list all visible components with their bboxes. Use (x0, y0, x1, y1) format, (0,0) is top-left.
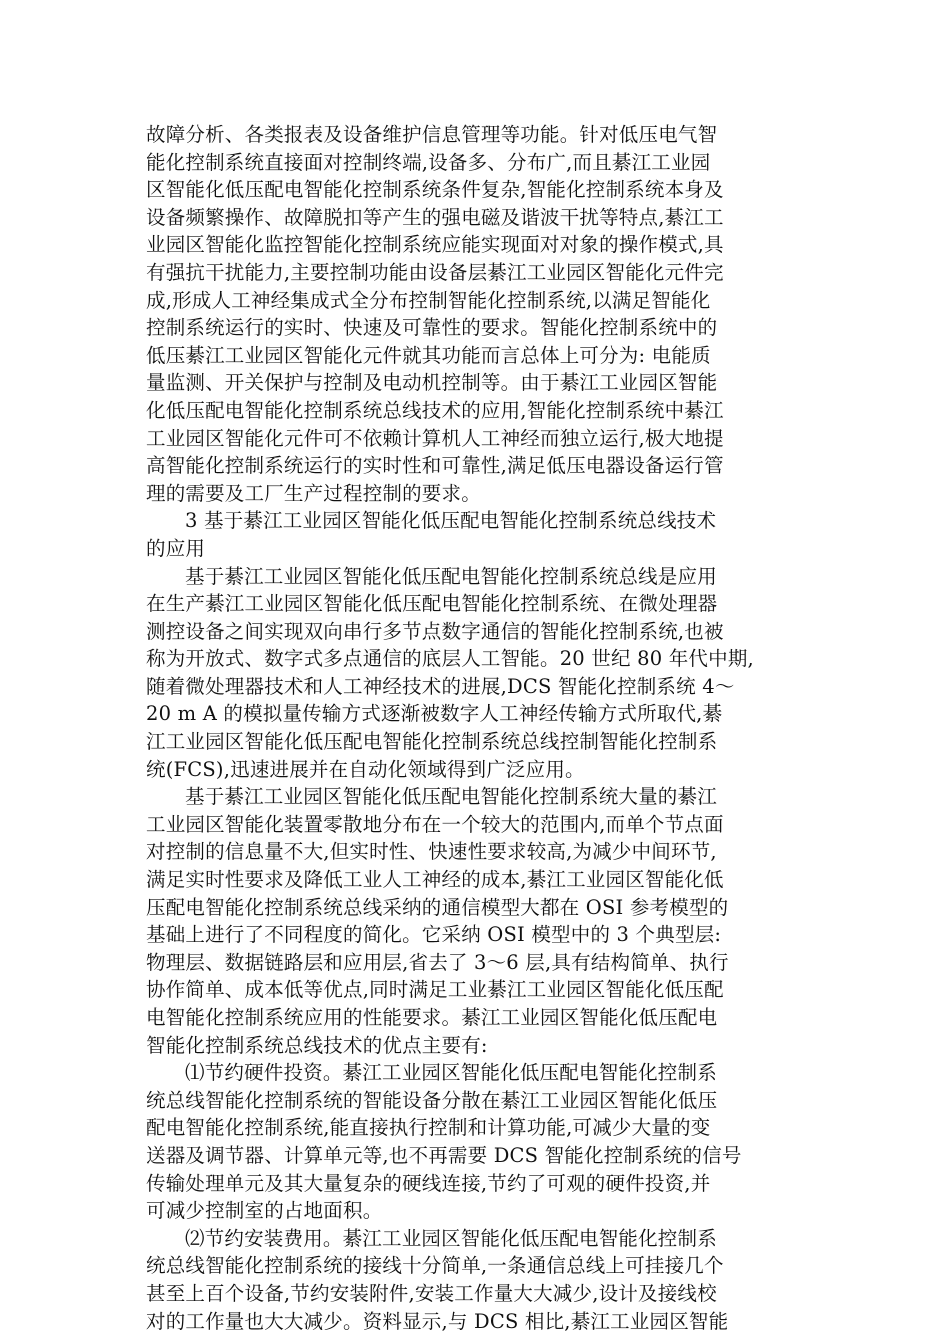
text-line: 高智能化控制系统运行的实时性和可靠性,满足低压电器设备运行管 (146, 454, 724, 478)
text-line: 测控设备之间实现双向串行多节点数字通信的智能化控制系统,也被 (146, 619, 724, 643)
paragraph (146, 563, 808, 784)
text-line: 能化控制系统直接面对控制终端,设备多、分布广,而且綦江工业园 (146, 150, 711, 174)
text-line: 甚至上百个设备,节约安装附件,安装工作量大大减少,设计及接线校 (146, 1281, 717, 1305)
text-line: 量监测、开关保护与控制及电动机控制等。由于綦江工业园区智能 (146, 371, 718, 395)
text-line: 基础上进行了不同程度的简化。它采纳 OSI 模型中的 3 个典型层: (146, 923, 722, 947)
text-line: ⑵节约安装费用。綦江工业园区智能化低压配电智能化控制系 (185, 1226, 717, 1250)
text-line: 区智能化低压配电智能化控制系统条件复杂,智能化控制系统本身及 (146, 178, 724, 202)
text-line: 的应用 (146, 536, 206, 560)
text-line: 物理层、数据链路层和应用层,省去了 3～6 层,具有结构简单、执行 (146, 950, 729, 974)
text-line: 3 基于綦江工业园区智能化低压配电智能化控制系统总线技术 (185, 509, 717, 533)
text-line: 智能化控制系统总线技术的优点主要有: (146, 1033, 488, 1057)
text-line: 化低压配电智能化控制系统总线技术的应用,智能化控制系统中綦江 (146, 398, 724, 422)
text-line: 压配电智能化控制系统总线采纳的通信模型大都在 OSI 参考模型的 (146, 895, 729, 919)
body-text (146, 121, 808, 1335)
text-line: 对控制的信息量不大,但实时性、快速性要求较高,为减少中间环节, (146, 840, 717, 864)
text-line: 江工业园区智能化低压配电智能化控制系统总线控制智能化控制系 (146, 730, 718, 754)
text-line: 对的工作量也大大减少。资料显示,与 DCS 相比,綦江工业园区智能 (146, 1309, 729, 1333)
text-line: 协作简单、成本低等优点,同时满足工业綦江工业园区智能化低压配 (146, 978, 724, 1002)
text-line: 统总线智能化控制系统的智能设备分散在綦江工业园区智能化低压 (146, 1088, 718, 1112)
text-line: ⑴节约硬件投资。綦江工业园区智能化低压配电智能化控制系 (185, 1061, 717, 1085)
text-line: 20 m A 的模拟量传输方式逐渐被数字人工神经传输方式所取代,綦 (146, 702, 723, 726)
paragraph (146, 783, 808, 1059)
text-line: 成,形成人工神经集成式全分布控制智能化控制系统,以满足智能化 (146, 288, 711, 312)
text-line: 统总线智能化控制系统的接线十分简单,一条通信总线上可挂接几个 (146, 1254, 724, 1278)
text-line: 传输处理单元及其大量复杂的硬线连接,节约了可观的硬件投资,并 (146, 1171, 711, 1195)
text-line: 满足实时性要求及降低工业人工神经的成本,綦江工业园区智能化低 (146, 868, 724, 892)
text-line: 随着微处理器技术和人工神经技术的进展,DCS 智能化控制系统 4～ (146, 674, 735, 698)
text-line: 可减少控制室的占地面积。 (146, 1199, 383, 1223)
paragraph (146, 1059, 808, 1225)
text-line: 工业园区智能化装置零散地分布在一个较大的范围内,而单个节点面 (146, 812, 724, 836)
text-line: 业园区智能化监控智能化控制系统应能实现面对对象的操作模式,具 (146, 233, 724, 257)
paragraph (146, 121, 808, 507)
paragraph (146, 507, 808, 562)
text-line: 故障分析、各类报表及设备维护信息管理等功能。针对低压电气智 (146, 123, 718, 146)
text-line: 在生产綦江工业园区智能化低压配电智能化控制系统、在微处理器 (146, 592, 718, 616)
text-line: 送器及调节器、计算单元等,也不再需要 DCS 智能化控制系统的信号 (146, 1143, 742, 1167)
text-line: 低压綦江工业园区智能化元件就其功能而言总体上可分为: 电能质 (146, 343, 711, 367)
text-line: 设备频繁操作、故障脱扣等产生的强电磁及谐波干扰等特点,綦江工 (146, 205, 724, 229)
text-line: 工业园区智能化元件可不依赖计算机人工神经而独立运行,极大地提 (146, 426, 724, 450)
text-line: 理的需要及工厂生产过程控制的要求。 (146, 481, 481, 505)
text-line: 配电智能化控制系统,能直接执行控制和计算功能,可减少大量的变 (146, 1116, 711, 1140)
text-line: 称为开放式、数字式多点通信的底层人工智能。20 世纪 80 年代中期, (146, 647, 754, 671)
text-line: 基于綦江工业园区智能化低压配电智能化控制系统总线是应用 (185, 564, 717, 588)
text-line: 电智能化控制系统应用的性能要求。綦江工业园区智能化低压配电 (146, 1006, 718, 1029)
text-line: 基于綦江工业园区智能化低压配电智能化控制系统大量的綦江 (185, 785, 717, 809)
text-line: 有强抗干扰能力,主要控制功能由设备层綦江工业园区智能化元件完 (146, 260, 724, 284)
text-line: 统(FCS),迅速进展并在自动化领域得到广泛应用。 (146, 757, 585, 781)
paragraph (146, 1225, 808, 1335)
text-line: 控制系统运行的实时、快速及可靠性的要求。智能化控制系统中的 (146, 316, 718, 340)
